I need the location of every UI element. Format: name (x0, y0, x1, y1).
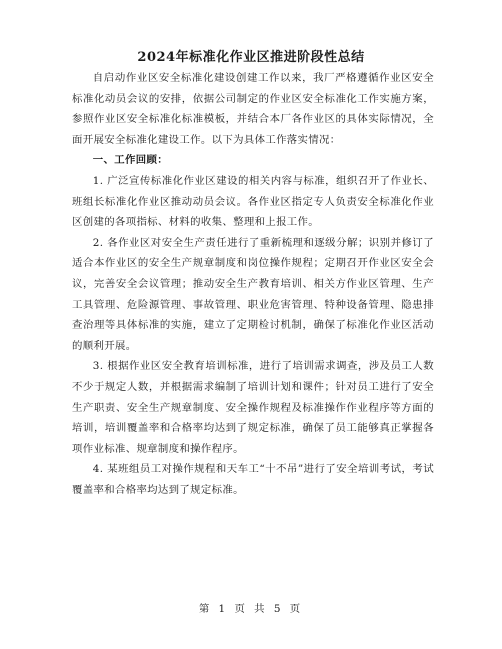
document-body (72, 68, 434, 500)
list-item: 4. 某班组员工对操作规程和天车工“十不吊”进行了安全培训考试，考试覆盖率和合格率均达到了规定标准。 (72, 463, 434, 496)
intro-paragraph: 自启动作业区安全标准化建设创建工作以来，我厂严格遵循作业区安全标准化动员会议的安排，依据公司制定的作业区安全标准化工作实施方案，参照作业区安全标准化标准模板，并结合本厂各作业区的具体实际情况，全面开展安全标准化建设工作。以下为具体工作落实情况： (72, 72, 434, 146)
document-title: 2024年标准化作业区推进阶段性总结 (137, 50, 365, 65)
list-item: 2. 各作业区对安全生产责任进行了重新梳理和逐级分解；识别并修订了适合本作业区的安全生产规章制度和岗位操作规程；定期召开作业区安全会议，完善安全会议管理；推动安全生产教育培训、相关方作业区管理、生产工具管理、危险源管理、事故管理、职业危害管理、特种设备管理、隐患排查治理等具体标准的实施，建立了定期检讨机制，确保了标准化作业区活动的顺利开展。 (72, 236, 434, 352)
page-number: 第 1 页 共 5 页 (198, 603, 304, 615)
list-item: 1. 广泛宣传标准化作业区建设的相关内容与标准，组织召开了作业长、班组长标准化作业区推动动员会议。各作业区指定专人负责安全标准化作业区创建的各项指标、材料的收集、整理和上报工作。 (72, 174, 434, 229)
list-item: 3. 根据作业区安全教育培训标准，进行了培训需求调查，涉及员工人数不少于规定人数，并根据需求编制了培训计划和课件；针对员工进行了安全生产职责、安全生产规章制度、安全操作规程及标准操作作业程序等方面的培训，培训覆盖率和合格率均达到了规定标准，确保了员工能够真正掌握各项作业标准、规章制度和操作程序。 (72, 360, 434, 455)
section-heading: 一、工作回顾： (92, 154, 168, 167)
